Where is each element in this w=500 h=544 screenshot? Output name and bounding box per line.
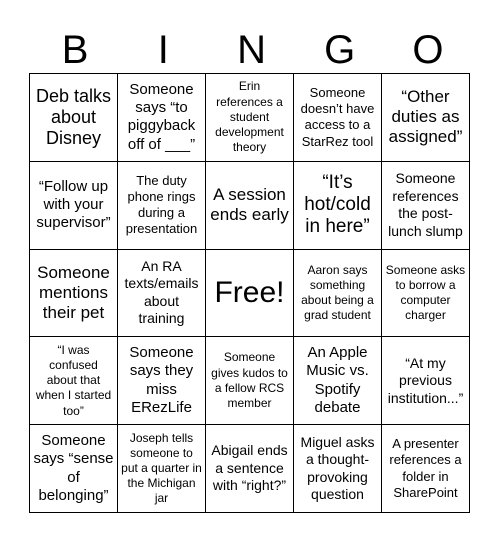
bingo-board (29, 73, 470, 513)
cell-text: “It’s hot/cold in here” (304, 172, 371, 238)
bingo-cell[interactable] (382, 74, 470, 162)
header-letter-o: O (412, 28, 444, 72)
cell-text: A presenter references a folder in SharePoint (389, 436, 462, 500)
header-letter-b: B (61, 28, 89, 72)
bingo-cell[interactable] (118, 162, 206, 250)
bingo-cell[interactable] (206, 425, 294, 513)
header-letter-g: G (324, 28, 356, 72)
cell-text: Someone says they miss ERezLife (129, 344, 194, 417)
cell-text: Someone asks to borrow a computer charger (385, 262, 466, 323)
cell-text: Joseph tells someone to put a quarter in the Michigan jar (121, 430, 202, 506)
bingo-cell[interactable] (294, 337, 382, 425)
cell-text: Deb talks about Disney (35, 85, 112, 149)
bingo-cell[interactable] (30, 162, 118, 250)
bingo-cell[interactable] (206, 74, 294, 162)
cell-text: “Other duties as assigned” (388, 87, 463, 147)
cell-text: Abigail ends a sentence with “right?” (211, 442, 288, 494)
cell-text: Someone says “to piggyback off of ___” (127, 80, 196, 153)
bingo-cell[interactable] (30, 250, 118, 338)
bingo-cell[interactable] (30, 337, 118, 425)
free-space-text: Free! (214, 276, 285, 310)
cell-text: “At my previous institution...” (387, 354, 464, 406)
bingo-cell[interactable] (118, 337, 206, 425)
bingo-cell[interactable] (294, 74, 382, 162)
cell-text: Someone gives kudos to a fellow RCS member (211, 350, 288, 411)
cell-text: Erin references a student development theory (215, 79, 284, 155)
bingo-cell[interactable] (118, 250, 206, 338)
cell-text: Aaron says something about being a grad student (301, 262, 374, 323)
bingo-cell[interactable] (30, 74, 118, 162)
cell-text: “I was confused about that when I started too” (35, 342, 112, 418)
free-space-cell[interactable] (206, 250, 294, 338)
bingo-cell[interactable] (294, 162, 382, 250)
bingo-cell[interactable] (118, 425, 206, 513)
cell-text: Someone references the post-lunch slump (388, 170, 463, 239)
bingo-cell[interactable] (206, 162, 294, 250)
bingo-cell[interactable] (30, 425, 118, 513)
cell-text: A session ends early (210, 185, 289, 225)
header-letter-n: N (237, 28, 266, 72)
cell-text: An RA texts/emails about training (124, 257, 199, 327)
bingo-cell[interactable] (382, 162, 470, 250)
bingo-cell[interactable] (382, 425, 470, 513)
cell-text: Someone mentions their pet (37, 262, 110, 323)
bingo-cell[interactable] (206, 337, 294, 425)
header-letter-i: I (157, 28, 169, 72)
bingo-cell[interactable] (382, 250, 470, 338)
cell-text: Miguel asks a thought-provoking question (300, 433, 375, 503)
bingo-cell[interactable] (118, 74, 206, 162)
cell-text: “Follow up with your supervisor” (36, 177, 111, 232)
bingo-header (31, 26, 472, 74)
cell-text: An Apple Music vs. Spotify debate (306, 344, 369, 417)
cell-text: Someone doesn’t have access to a StarRez tool (300, 84, 375, 149)
bingo-cell[interactable] (382, 337, 470, 425)
cell-text: Someone says “sense of belonging” (33, 432, 114, 504)
bingo-cell[interactable] (294, 250, 382, 338)
cell-text: The duty phone rings during a presentation (125, 172, 198, 237)
bingo-cell[interactable] (294, 425, 382, 513)
